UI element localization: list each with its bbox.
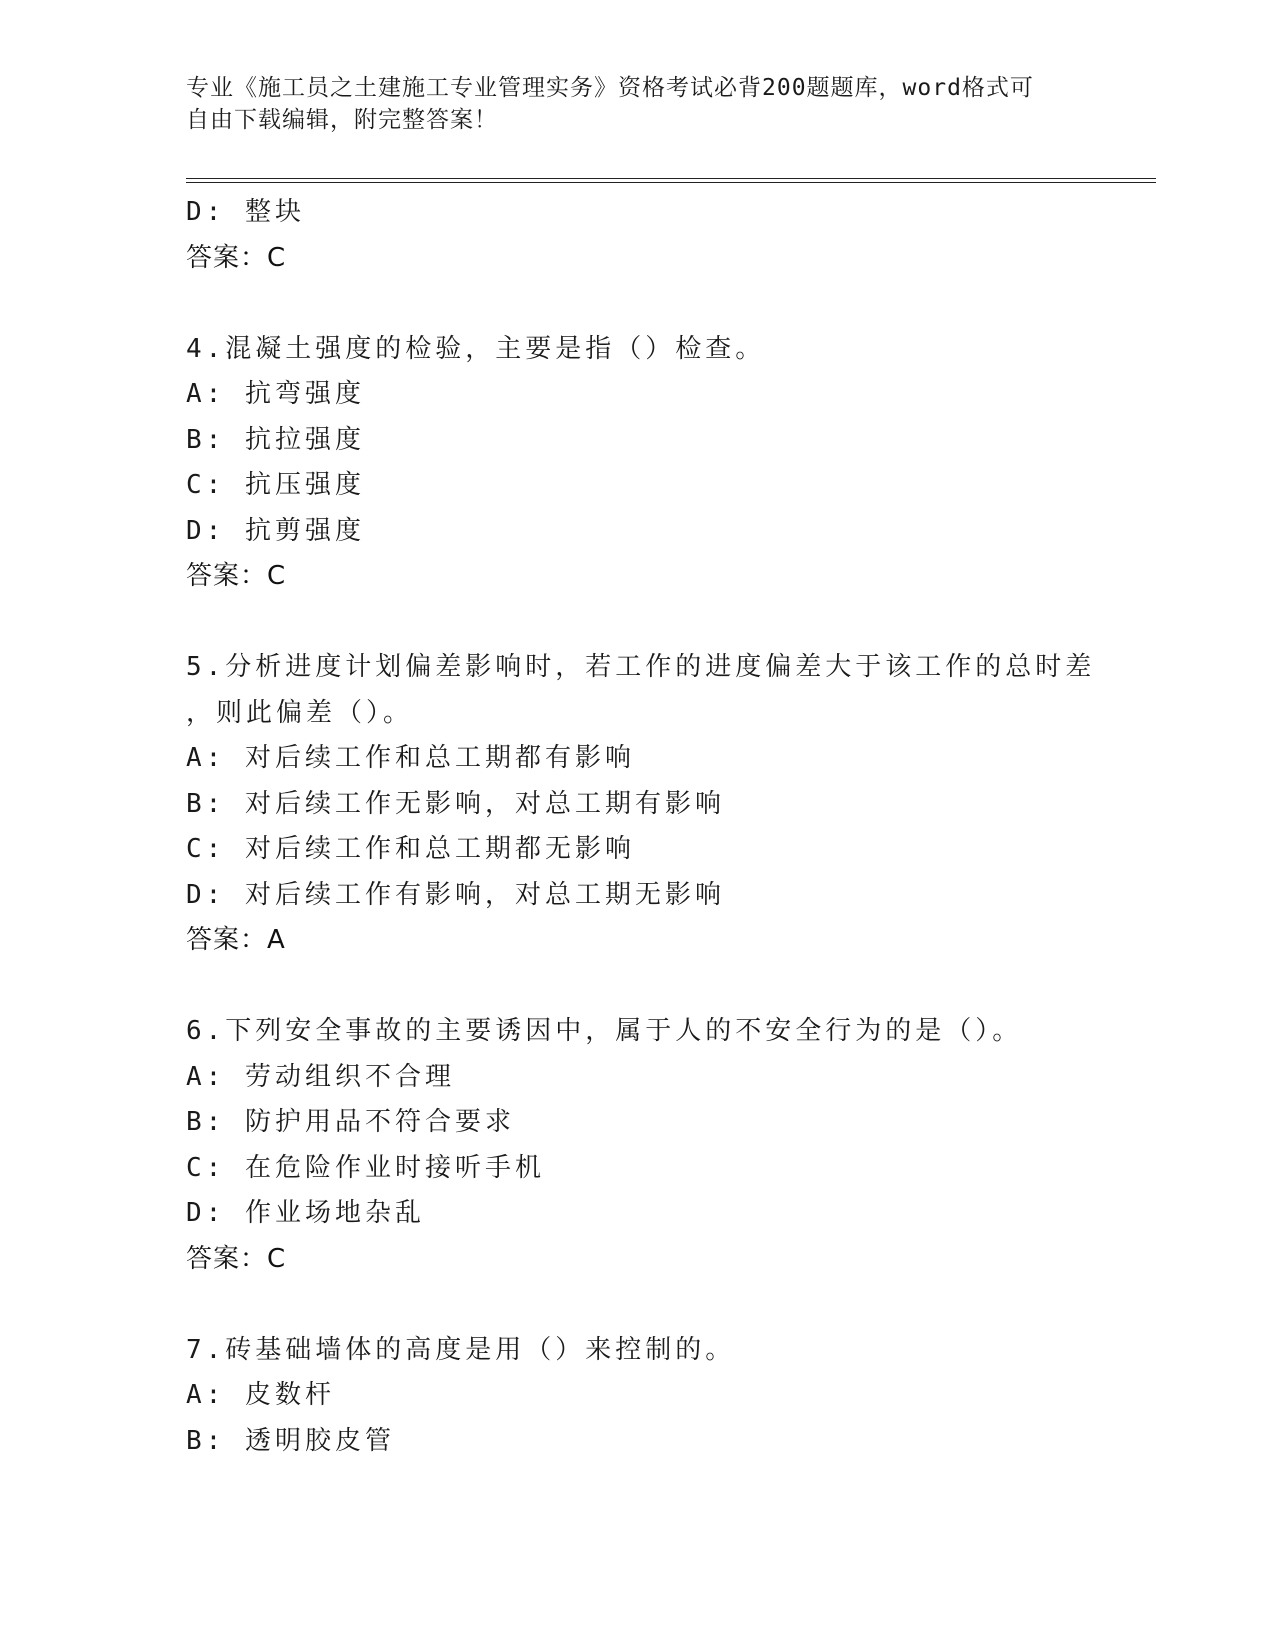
question-stem-line-1: 5.分析进度计划偏差影响时，若工作的进度偏差大于该工作的总时差: [186, 652, 1096, 682]
question-4: [186, 327, 1086, 600]
question-stem: 4.混凝土强度的检验，主要是指（）检查。: [186, 333, 766, 364]
question-stem: 6.下列安全事故的主要诱因中，属于人的不安全行为的是（）。: [186, 1016, 1023, 1046]
option-c: C: 在危险作业时接听手机: [186, 1152, 545, 1183]
document-header: [186, 72, 1066, 136]
option-d: D: 整块: [186, 197, 305, 227]
option-a: A: 皮数杆: [186, 1380, 335, 1410]
header-title-line-1: 专业《施工员之土建施工专业管理实务》资格考试必背200题题库，word格式可: [186, 75, 1034, 101]
question-3-tail: [186, 190, 1086, 281]
option-b: B: 抗拉强度: [186, 424, 365, 455]
answer-line: 答案：A: [186, 925, 286, 955]
spacer: [186, 600, 1086, 646]
option-a: A: 劳动组织不合理: [186, 1061, 455, 1092]
question-5: [186, 645, 1096, 964]
question-list: [186, 190, 1096, 1464]
option-d: D: 抗剪强度: [186, 515, 365, 546]
option-a: A: 抗弯强度: [186, 379, 365, 409]
spacer: [186, 964, 1086, 1010]
option-d: D: 对后续工作有影响，对总工期无影响: [186, 879, 725, 910]
header-divider: [186, 178, 1156, 183]
option-d: D: 作业场地杂乱: [186, 1198, 425, 1228]
answer-line: 答案：C: [186, 1243, 287, 1274]
option-a: A: 对后续工作和总工期都有影响: [186, 743, 635, 773]
question-7: [186, 1328, 1086, 1465]
option-c: C: 对后续工作和总工期都无影响: [186, 834, 635, 864]
header-title-line-2: 自由下载编辑，附完整答案！: [186, 107, 498, 133]
spacer: [186, 281, 1086, 327]
question-6: [186, 1009, 1086, 1282]
option-b: B: 对后续工作无影响，对总工期有影响: [186, 788, 725, 819]
question-stem-line-2: ，则此偏差（）。: [186, 697, 414, 728]
option-c: C: 抗压强度: [186, 470, 365, 500]
answer-line: 答案：C: [186, 242, 287, 273]
option-b: B: 防护用品不符合要求: [186, 1107, 515, 1137]
answer-line: 答案：C: [186, 561, 287, 591]
spacer: [186, 1282, 1086, 1328]
question-stem: 7.砖基础墙体的高度是用（）来控制的。: [186, 1334, 736, 1365]
option-b: B: 透明胶皮管: [186, 1425, 395, 1456]
